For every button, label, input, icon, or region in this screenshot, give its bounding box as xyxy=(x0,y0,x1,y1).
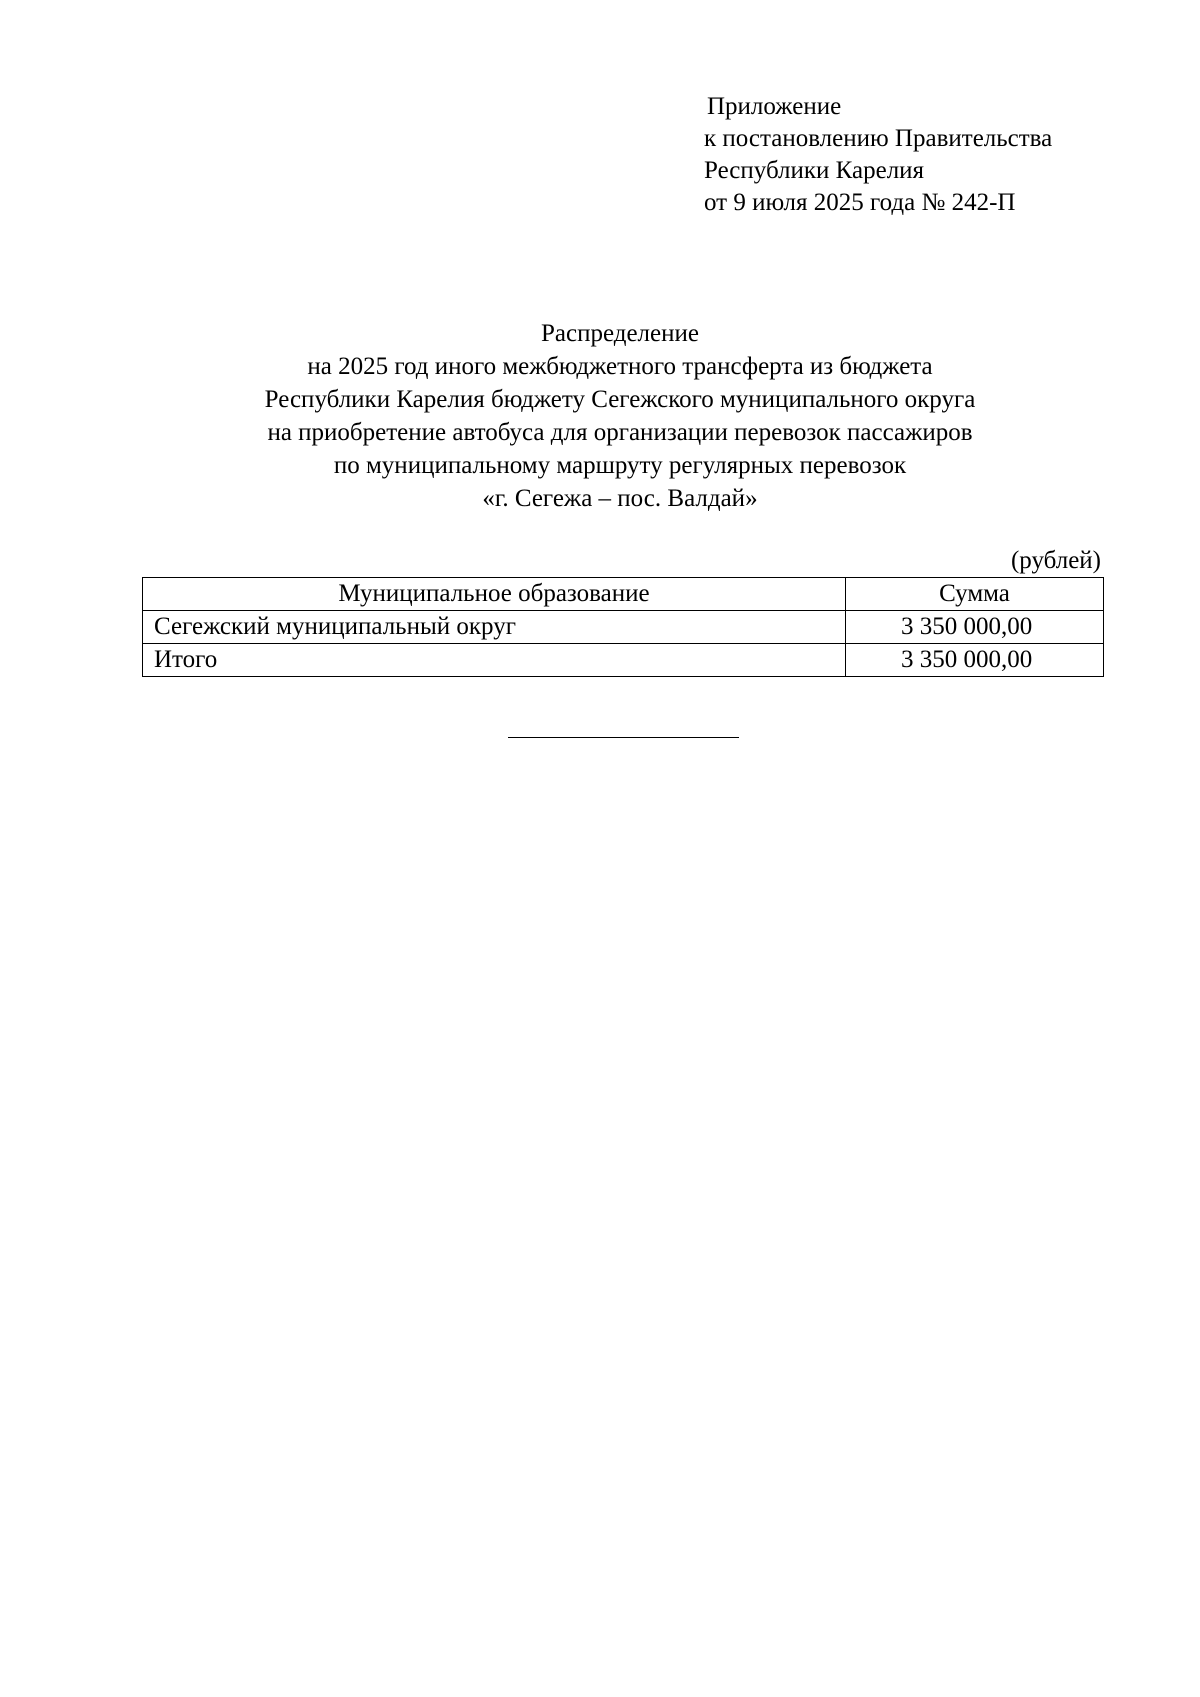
total-label: Итого xyxy=(143,644,846,677)
title-line-4: на приобретение автобуса для организации перевозок пассажиров xyxy=(267,419,973,446)
appendix-government-line: Республики Карелия xyxy=(704,157,925,184)
column-header-amount: Сумма xyxy=(846,578,1104,611)
end-separator-line xyxy=(508,737,739,738)
distribution-table xyxy=(142,577,1104,677)
title-line-3: Республики Карелия бюджету Сегежского муниципального округа xyxy=(264,386,976,413)
appendix-date-number: от 9 июля 2025 года № 242-П xyxy=(704,189,1016,216)
title-line-2: на 2025 год иного межбюджетного трансферта из бюджета xyxy=(307,353,933,380)
appendix-decree-line: к постановлению Правительства xyxy=(704,125,1053,152)
column-header-municipality: Муниципальное образование xyxy=(143,578,846,611)
title-line-1: Распределение xyxy=(541,320,699,347)
amount-value: 3 350 000,00 xyxy=(846,611,1104,644)
appendix-label: Приложение xyxy=(707,93,842,120)
document-title xyxy=(140,317,1100,515)
title-line-5: по муниципальному маршруту регулярных перевозок xyxy=(333,452,907,479)
units-label: (рублей) xyxy=(1010,547,1101,574)
municipality-name: Сегежский муниципальный округ xyxy=(143,611,846,644)
total-amount: 3 350 000,00 xyxy=(846,644,1104,677)
table-total-row xyxy=(143,644,1104,677)
table-header-row xyxy=(143,578,1104,611)
title-line-6: «г. Сегежа – пос. Валдай» xyxy=(482,485,758,512)
table-row xyxy=(143,611,1104,644)
appendix-header xyxy=(704,91,1052,219)
